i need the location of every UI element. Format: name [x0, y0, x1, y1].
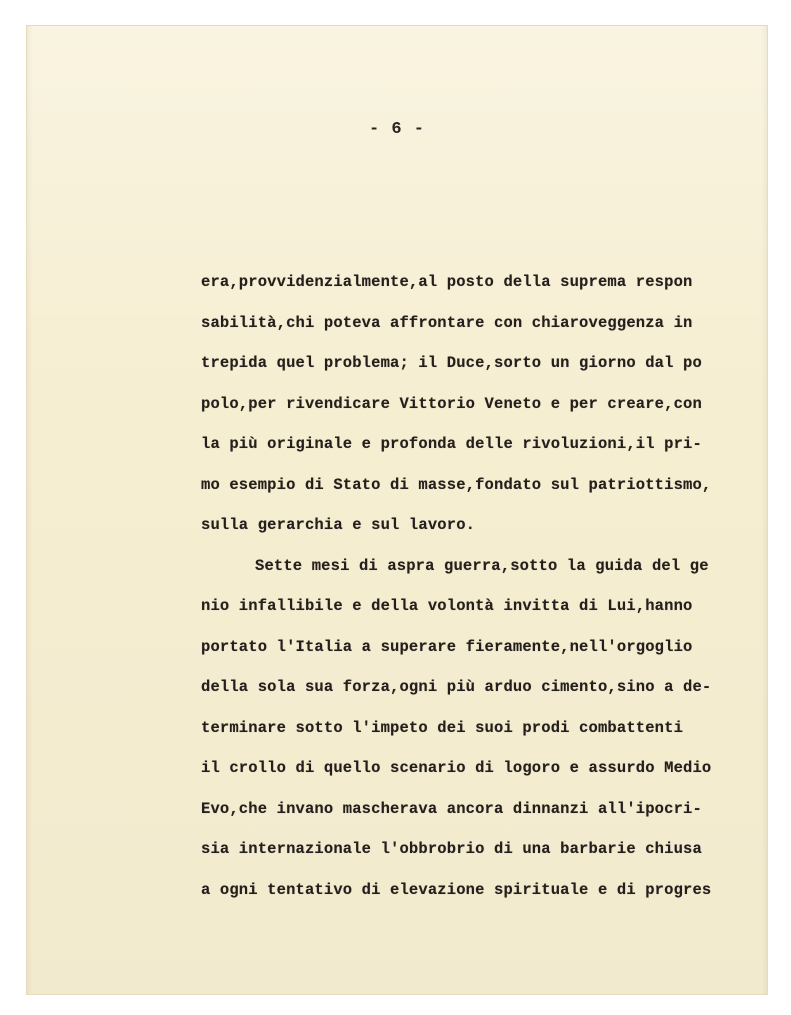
- text-line: il crollo di quello scenario di logoro e assurdo Medio: [201, 759, 712, 777]
- text-line: era,provvidenzialmente,al posto della suprema respon: [201, 273, 693, 291]
- text-line: portato l'Italia a superare fieramente,nell'orgoglio: [201, 637, 693, 656]
- text-line: nio infallibile e della volontà invitta di Lui,hanno: [201, 597, 693, 615]
- text-line: la più originale e profonda delle rivoluzioni,il pri-: [201, 435, 702, 453]
- text-line: terminare sotto l'impeto dei suoi prodi combattenti: [201, 718, 684, 737]
- text-line: sulla gerarchia e sul lavoro.: [201, 516, 476, 534]
- text-line: sia internazionale l'obbrobrio di una barbarie chiusa: [201, 840, 702, 858]
- text-line: della sola sua forza,ogni più arduo cimento,sino a de-: [201, 678, 712, 696]
- text-line: a ogni tentativo di elevazione spirituale e di progres: [201, 880, 712, 899]
- text-line: mo esempio di Stato di masse,fondato sul patriottismo,: [201, 475, 712, 494]
- body-text: [201, 262, 761, 910]
- paragraph-start-line: Sette mesi di aspra guerra,sotto la guida del ge: [255, 556, 709, 575]
- text-line: trepida quel problema; il Duce,sorto un giorno dal po: [201, 354, 702, 372]
- page-number: - 6 -: [368, 120, 425, 139]
- text-line: sabilità,chi poteva affrontare con chiaroveggenza in: [201, 313, 693, 332]
- document-page: [27, 26, 767, 994]
- text-line: Evo,che invano mascherava ancora dinnanzi all'ipocri-: [201, 799, 702, 818]
- text-line: polo,per rivendicare Vittorio Veneto e per creare,con: [201, 394, 702, 413]
